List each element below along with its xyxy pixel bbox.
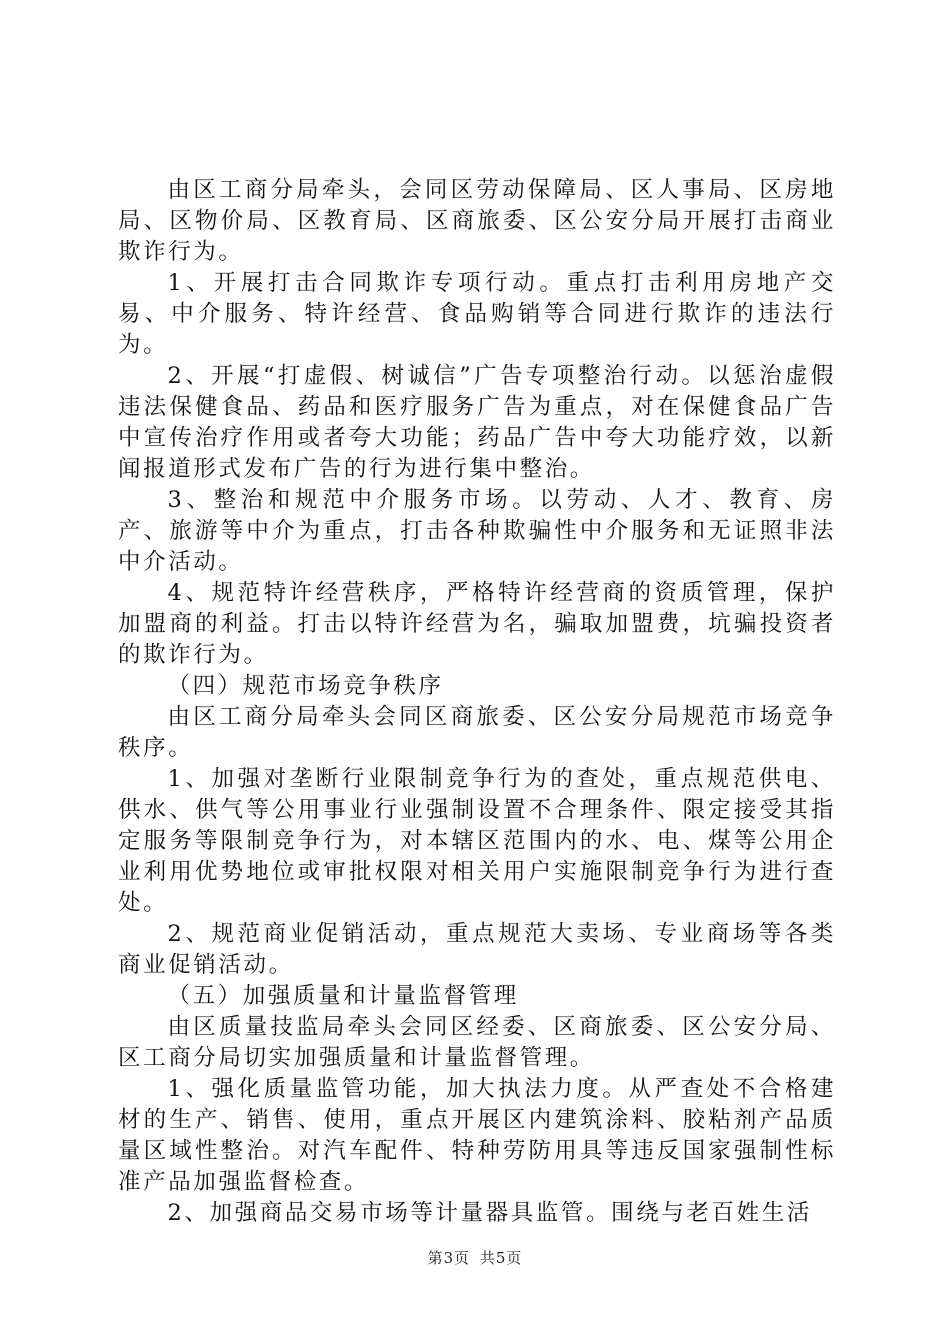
paragraph-item-advertising: 2、开展“打虚假、树诚信”广告专项整治行动。以惩治虚假违法保健食品、药品和医疗服务广告为重点，对在保健食品广告中宣传治疗作用或者夸大功能；药品广告中夸大功能疗效，以新闻报道形式发布广告的行为进行集中整治。	[118, 363, 836, 482]
paragraph-item-franchise: 4、规范特许经营秩序，严格特许经营商的资质管理，保护加盟商的利益。打击以特许经营为名，骗取加盟费，坑骗投资者的欺诈行为。	[118, 580, 836, 668]
paragraph-item-promotion: 2、规范商业促销活动，重点规范大卖场、专业商场等各类商业促销活动。	[118, 921, 836, 978]
document-body	[118, 175, 836, 1229]
page-number: 第3页	[427, 1249, 471, 1267]
paragraph-intro-competition: 由区工商分局牵头会同区商旅委、区公安分局规范市场竞争秩序。	[118, 704, 836, 761]
paragraph-item-agency-market: 3、整治和规范中介服务市场。以劳动、人才、教育、房产、旅游等中介为重点，打击各种欺骗性中介服务和无证照非法中介活动。	[118, 487, 836, 575]
paragraph-item-monopoly: 1、加强对垄断行业限制竞争行为的查处，重点规范供电、供水、供气等公用事业行业强制设置不合理条件、限定接受其指定服务等限制竞争行为，对本辖区范围内的水、电、煤等公用企业利用优势地位或审批权限对相关用户实施限制竞争行为进行查处。	[118, 766, 836, 916]
paragraph-intro-fraud: 由区工商分局牵头，会同区劳动保障局、区人事局、区房地局、区物价局、区教育局、区商旅委、区公安分局开展打击商业欺诈行为。	[118, 177, 836, 265]
paragraph-item-quality-supervision: 1、强化质量监管功能，加大执法力度。从严查处不合格建材的生产、销售、使用，重点开展区内建筑涂料、胶粘剂产品质量区域性整治。对汽车配件、特种劳防用具等违反国家强制性标准产品加强监督检查。	[118, 1076, 836, 1195]
paragraph-intro-quality: 由区质量技监局牵头会同区经委、区商旅委、区公安分局、区工商分局切实加强质量和计量监督管理。	[118, 1014, 836, 1071]
section-heading-competition: （四）规范市场竞争秩序	[167, 673, 444, 699]
paragraph-item-metrology: 2、加强商品交易市场等计量器具监管。围绕与老百姓生活	[167, 1200, 812, 1226]
page-footer	[0, 1247, 950, 1268]
section-heading-quality: （五）加强质量和计量监督管理	[167, 983, 519, 1009]
paragraph-item-contract-fraud: 1、开展打击合同欺诈专项行动。重点打击利用房地产交易、中介服务、特许经营、食品购销等合同进行欺诈的违法行为。	[118, 270, 836, 358]
page-total: 共5页	[479, 1249, 523, 1267]
